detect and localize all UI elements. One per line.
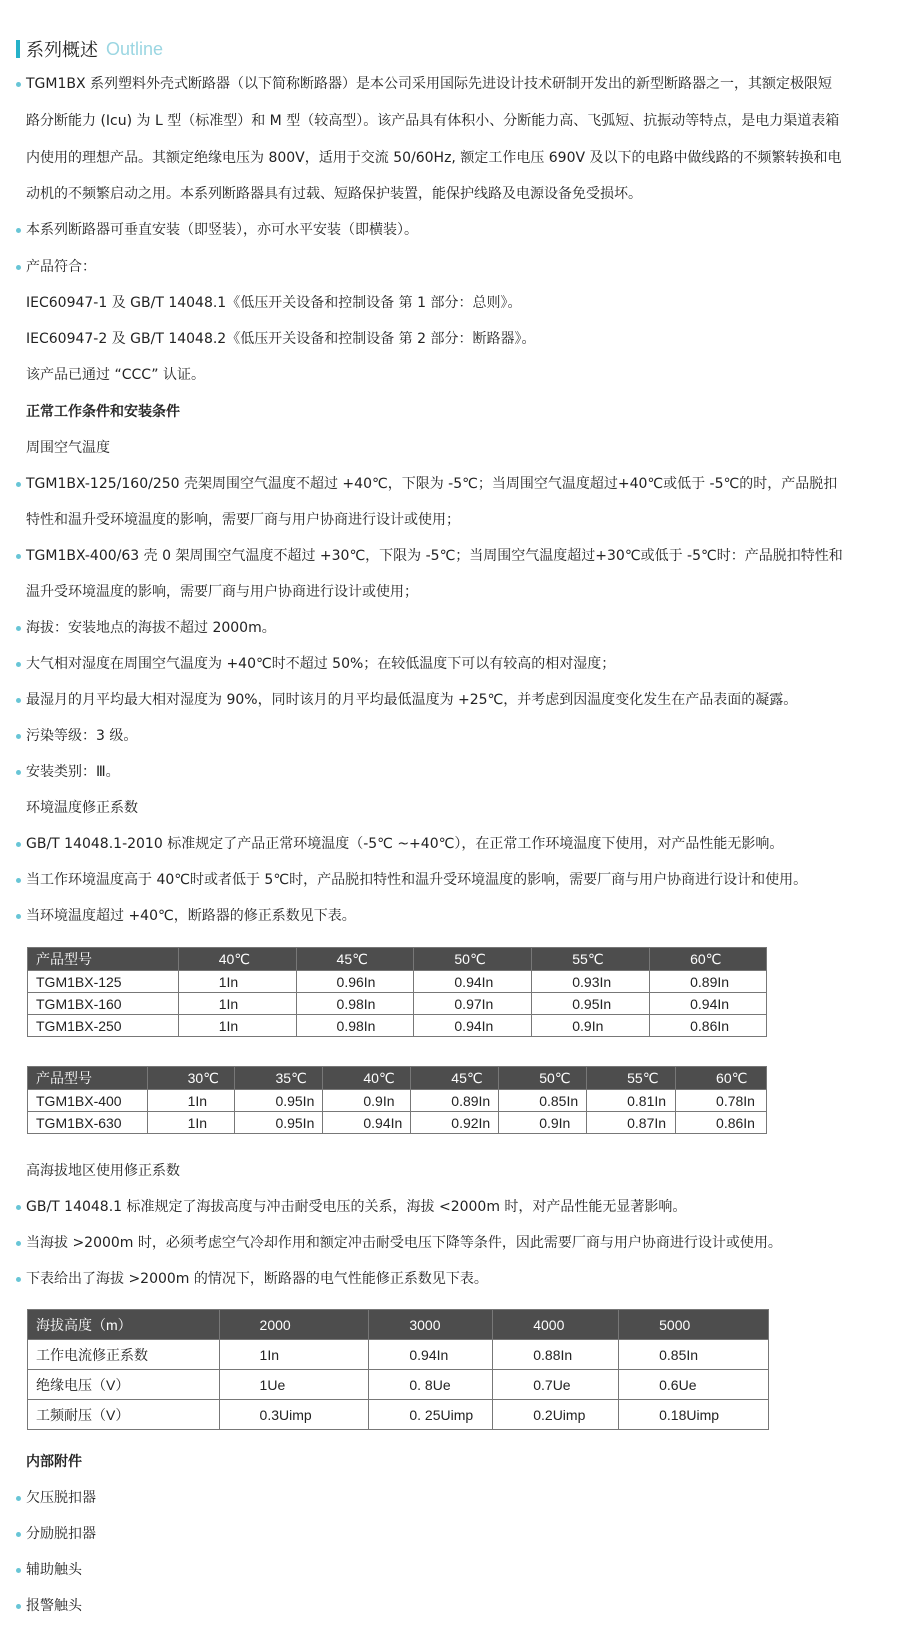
bullet-dot bbox=[16, 82, 21, 87]
table-row bbox=[28, 1090, 767, 1112]
text-line: 分励脱扣器 bbox=[26, 1526, 96, 1542]
bullet-dot bbox=[16, 842, 21, 847]
table-header-cell: 50℃ bbox=[499, 1067, 587, 1090]
table-cell: 0.87In bbox=[587, 1112, 676, 1134]
table-cell: TGM1BX-160 bbox=[28, 993, 179, 1015]
text-line: 污染等级：3 级。 bbox=[26, 728, 138, 744]
bullet-dot bbox=[16, 914, 21, 919]
table-row bbox=[28, 993, 767, 1015]
bullet-dot bbox=[16, 1205, 21, 1210]
subheading: 内部附件 bbox=[26, 1454, 82, 1470]
text-line: 当海拔 >2000m 时，必须考虑空气冷却作用和额定冲击耐受电压下降等条件，因此需要厂商与用户协商进行设计或使用。 bbox=[26, 1235, 782, 1251]
bullet-dot bbox=[16, 1568, 21, 1573]
bullet-dot bbox=[16, 482, 21, 487]
text-line: IEC60947-2 及 GB/T 14048.2《低压开关设备和控制设备 第 2 部分：断路器》。 bbox=[26, 331, 536, 347]
table-cell: 0.81In bbox=[587, 1090, 676, 1112]
text-line: 特性和温升受环境温度的影响，需要厂商与用户协商进行设计或使用； bbox=[26, 512, 460, 528]
table-cell: 0.86In bbox=[676, 1112, 767, 1134]
table-header-cell: 40℃ bbox=[323, 1067, 411, 1090]
table-cell: 1In bbox=[147, 1112, 235, 1134]
table-cell: 0.89In bbox=[650, 971, 767, 993]
table-header-cell: 30℃ bbox=[147, 1067, 235, 1090]
table-header-row bbox=[28, 1067, 767, 1090]
text-line: 温升受环境温度的影响，需要厂商与用户协商进行设计或使用； bbox=[26, 584, 418, 600]
bullet-dot bbox=[16, 698, 21, 703]
text-line: TGM1BX 系列塑料外壳式断路器（以下简称断路器）是本公司采用国际先进设计技术研制开发出的新型断路器之一，其额定极限短 bbox=[26, 76, 833, 92]
table-header-cell: 3000 bbox=[369, 1310, 493, 1340]
table-row bbox=[28, 971, 767, 993]
table-cell: 0.6Ue bbox=[619, 1370, 769, 1400]
table-header-cell: 40℃ bbox=[178, 948, 296, 971]
table-header-row bbox=[28, 948, 767, 971]
text-line: 环境温度修正系数 bbox=[26, 800, 138, 816]
table-cell: 0.92In bbox=[411, 1112, 499, 1134]
text-line: 最湿月的月平均最大相对湿度为 90%，同时该月的月平均最低温度为 +25℃，并考虑到因温度变化发生在产品表面的凝露。 bbox=[26, 692, 798, 708]
table-header-cell: 60℃ bbox=[650, 948, 767, 971]
table-cell: TGM1BX-630 bbox=[28, 1112, 148, 1134]
table-cell: 0. 25Uimp bbox=[369, 1400, 493, 1430]
bullet-dot bbox=[16, 734, 21, 739]
table-cell: 0.95In bbox=[532, 993, 650, 1015]
table-header-cell: 海拔高度（m） bbox=[28, 1310, 220, 1340]
table-cell: 0.7Ue bbox=[493, 1370, 619, 1400]
table-cell: 0.98In bbox=[296, 1015, 414, 1037]
text-line: 动机的不频繁启动之用。本系列断路器具有过载、短路保护装置，能保护线路及电源设备免受损坏。 bbox=[26, 186, 642, 202]
table-cell: 0.18Uimp bbox=[619, 1400, 769, 1430]
table-cell: 0.88In bbox=[493, 1340, 619, 1370]
text-line: 报警触头 bbox=[26, 1598, 82, 1614]
bullet-dot bbox=[16, 626, 21, 631]
text-line: TGM1BX-400/63 壳 0 架周围空气温度不超过 +30℃，下限为 -5℃；当周围空气温度超过+30℃或低于 -5℃时：产品脱扣特性和 bbox=[26, 548, 843, 564]
table-header-cell: 50℃ bbox=[414, 948, 532, 971]
table-cell: 0.85In bbox=[499, 1090, 587, 1112]
bullet-dot bbox=[16, 770, 21, 775]
text-line: IEC60947-1 及 GB/T 14048.1《低压开关设备和控制设备 第 1 部分：总则》。 bbox=[26, 295, 522, 311]
text-line: 欠压脱扣器 bbox=[26, 1490, 96, 1506]
table-cell: 0. 8Ue bbox=[369, 1370, 493, 1400]
table-row bbox=[28, 1015, 767, 1037]
table-header-cell: 5000 bbox=[619, 1310, 769, 1340]
table-cell: 0.94In bbox=[369, 1340, 493, 1370]
table-cell: 1In bbox=[178, 971, 296, 993]
text-line: GB/T 14048.1 标准规定了海拔高度与冲击耐受电压的关系，海拔 <2000m 时，对产品性能无显著影响。 bbox=[26, 1199, 687, 1215]
table-cell: 0.95In bbox=[235, 1112, 323, 1134]
table-cell: 0.98In bbox=[296, 993, 414, 1015]
table-cell: 工频耐压（V） bbox=[28, 1400, 220, 1430]
text-line: 本系列断路器可垂直安装（即竖装），亦可水平安装（即横装）。 bbox=[26, 222, 418, 238]
table-cell: 1In bbox=[178, 1015, 296, 1037]
table-cell: 0.94In bbox=[414, 1015, 532, 1037]
table-cell: 0.95In bbox=[235, 1090, 323, 1112]
table-header-cell: 55℃ bbox=[532, 948, 650, 971]
heading-title-cn: 系列概述 bbox=[26, 40, 98, 61]
table-row bbox=[28, 1400, 769, 1430]
text-line: GB/T 14048.1-2010 标准规定了产品正常环境温度（-5℃ ~+40℃），在正常工作环境温度下使用，对产品性能无影响。 bbox=[26, 836, 784, 852]
text-line: 当环境温度超过 +40℃，断路器的修正系数见下表。 bbox=[26, 908, 356, 924]
bullet-dot bbox=[16, 265, 21, 270]
bullet-dot bbox=[16, 662, 21, 667]
bullet-dot bbox=[16, 878, 21, 883]
table-header-cell: 45℃ bbox=[296, 948, 414, 971]
bullet-dot bbox=[16, 1604, 21, 1609]
bullet-dot bbox=[16, 1277, 21, 1282]
text-line: 内使用的理想产品。其额定绝缘电压为 800V，适用于交流 50/60Hz, 额定工作电压 690V 及以下的电路中做线路的不频繁转换和电 bbox=[26, 150, 842, 166]
heading-title-en: Outline bbox=[106, 38, 164, 59]
text-line: TGM1BX-125/160/250 壳架周围空气温度不超过 +40℃，下限为 -5℃；当周围空气温度超过+40℃或低于 -5℃的时，产品脱扣 bbox=[26, 476, 838, 492]
table-cell: 0.85In bbox=[619, 1340, 769, 1370]
text-line: 安装类别：Ⅲ。 bbox=[26, 764, 120, 780]
temperature-correction-table-2 bbox=[27, 1066, 767, 1134]
table-cell: 0.9In bbox=[323, 1090, 411, 1112]
text-line: 当工作环境温度高于 40℃时或者低于 5℃时，产品脱扣特性和温升受环境温度的影响，需要厂商与用户协商进行设计和使用。 bbox=[26, 872, 808, 888]
table-cell: 0.96In bbox=[296, 971, 414, 993]
table-cell: TGM1BX-125 bbox=[28, 971, 179, 993]
bullet-dot bbox=[16, 1532, 21, 1537]
table-header-cell: 2000 bbox=[219, 1310, 369, 1340]
table-cell: 1Ue bbox=[219, 1370, 369, 1400]
text-line: 下表给出了海拔 >2000m 的情况下，断路器的电气性能修正系数见下表。 bbox=[26, 1271, 488, 1287]
table-cell: 0.9In bbox=[532, 1015, 650, 1037]
table-row bbox=[28, 1112, 767, 1134]
table-cell: 0.97In bbox=[414, 993, 532, 1015]
table-cell: 1In bbox=[147, 1090, 235, 1112]
subheading: 正常工作条件和安装条件 bbox=[26, 404, 180, 420]
table-cell: 1In bbox=[178, 993, 296, 1015]
text-line: 大气相对湿度在周围空气温度为 +40℃时不超过 50%；在较低温度下可以有较高的相对湿度； bbox=[26, 656, 616, 672]
section-heading bbox=[16, 37, 163, 61]
table-cell: 0.78In bbox=[676, 1090, 767, 1112]
table-cell: 0.9In bbox=[499, 1112, 587, 1134]
text-line: 辅助触头 bbox=[26, 1562, 82, 1578]
bullet-dot bbox=[16, 1496, 21, 1501]
table-header-cell: 产品型号 bbox=[28, 1067, 148, 1090]
text-line: 周围空气温度 bbox=[26, 440, 110, 456]
bullet-dot bbox=[16, 228, 21, 233]
altitude-correction-table bbox=[27, 1309, 769, 1430]
bullet-dot bbox=[16, 554, 21, 559]
table-cell: 0.3Uimp bbox=[219, 1400, 369, 1430]
table-header-cell: 35℃ bbox=[235, 1067, 323, 1090]
table-cell: 0.89In bbox=[411, 1090, 499, 1112]
heading-accent-bar bbox=[16, 40, 20, 58]
text-line: 该产品已通过 “CCC” 认证。 bbox=[26, 367, 205, 383]
table-row bbox=[28, 1370, 769, 1400]
table-cell: TGM1BX-250 bbox=[28, 1015, 179, 1037]
table-cell: 0.94In bbox=[650, 993, 767, 1015]
table-header-row bbox=[28, 1310, 769, 1340]
temperature-correction-table-1 bbox=[27, 947, 767, 1037]
table-header-cell: 60℃ bbox=[676, 1067, 767, 1090]
bullet-dot bbox=[16, 1241, 21, 1246]
table-cell: 0.2Uimp bbox=[493, 1400, 619, 1430]
text-line: 路分断能力 (Icu) 为 L 型（标准型）和 M 型（较高型）。该产品具有体积小、分断能力高、飞弧短、抗振动等特点，是电力渠道表箱 bbox=[26, 113, 840, 129]
table-cell: 1In bbox=[219, 1340, 369, 1370]
table-cell: 0.94In bbox=[323, 1112, 411, 1134]
table-cell: 绝缘电压（V） bbox=[28, 1370, 220, 1400]
table-header-cell: 4000 bbox=[493, 1310, 619, 1340]
table-cell: 0.93In bbox=[532, 971, 650, 993]
table-cell: 0.86In bbox=[650, 1015, 767, 1037]
table-header-cell: 产品型号 bbox=[28, 948, 179, 971]
table-row bbox=[28, 1340, 769, 1370]
table-cell: 0.94In bbox=[414, 971, 532, 993]
table-header-cell: 45℃ bbox=[411, 1067, 499, 1090]
text-line: 海拔：安装地点的海拔不超过 2000m。 bbox=[26, 620, 276, 636]
table-header-cell: 55℃ bbox=[587, 1067, 676, 1090]
table-cell: 工作电流修正系数 bbox=[28, 1340, 220, 1370]
text-line: 高海拔地区使用修正系数 bbox=[26, 1163, 180, 1179]
table-cell: TGM1BX-400 bbox=[28, 1090, 148, 1112]
text-line: 产品符合： bbox=[26, 259, 96, 275]
